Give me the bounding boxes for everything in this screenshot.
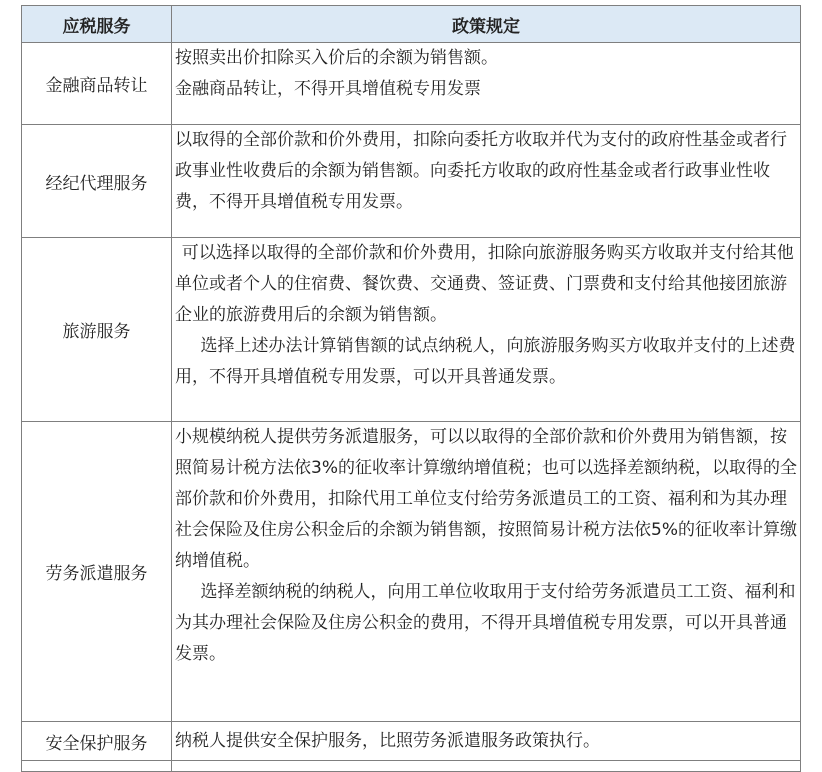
table-row <box>22 43 801 125</box>
row-policy <box>172 125 801 238</box>
table-row <box>22 238 801 422</box>
table-row <box>22 125 801 238</box>
table-row-empty <box>22 761 801 772</box>
table-header-row <box>22 6 801 43</box>
empty-cell <box>22 761 172 772</box>
row-category: 金融商品转让 <box>22 43 172 125</box>
policy-paragraph: 可以选择以取得的全部价款和价外费用，扣除向旅游服务购买方收取并支付给其他单位或者个人的住宿费、餐饮费、交通费、签证费、门票费和支付给其他接团旅游企业的旅游费用后的余额为销售额。 <box>175 243 794 325</box>
policy-paragraph: 选择上述办法计算销售额的试点纳税人，向旅游服务购买方收取并支付的上述费用，不得开具增值税专用发票，可以开具普通发票。 <box>175 336 796 387</box>
row-policy <box>172 422 801 722</box>
row-category: 安全保护服务 <box>22 722 172 761</box>
policy-paragraph: 选择差额纳税的纳税人，向用工单位收取用于支付给劳务派遣员工工资、福利和为其办理社会保险及住房公积金的费用，不得开具增值税专用发票，可以开具普通发票。 <box>175 582 796 664</box>
policy-paragraph: 以取得的全部价款和价外费用，扣除向委托方收取并代为支付的政府性基金或者行政事业性收费后的余额为销售额。向委托方收取的政府性基金或者行政事业性收费，不得开具增值税专用发票。 <box>175 130 787 212</box>
policy-paragraph: 小规模纳税人提供劳务派遣服务，可以以取得的全部价款和价外费用为销售额，按照简易计税方法依3%的征收率计算缴纳增值税；也可以选择差额纳税，以取得的全部价款和价外费用，扣除代用工单位支付给劳务派遣员工的工资、福利和为其办理社会保险及住房公积金后的余额为销售额，按照简易计税方法依5%的征收率计算缴纳增值税。 <box>175 427 797 571</box>
table-row <box>22 422 801 722</box>
row-policy <box>172 43 801 125</box>
header-taxable-service: 应税服务 <box>22 6 172 43</box>
row-category: 经纪代理服务 <box>22 125 172 238</box>
policy-table <box>21 5 801 772</box>
row-category: 旅游服务 <box>22 238 172 422</box>
empty-cell <box>172 761 801 772</box>
policy-paragraph: 按照卖出价扣除买入价后的余额为销售额。 <box>175 48 498 68</box>
row-category: 劳务派遣服务 <box>22 422 172 722</box>
policy-paragraph: 金融商品转让，不得开具增值税专用发票 <box>175 79 481 99</box>
row-policy <box>172 722 801 761</box>
policy-paragraph: 纳税人提供安全保护服务，比照劳务派遣服务政策执行。 <box>175 730 600 751</box>
row-policy <box>172 238 801 422</box>
header-policy: 政策规定 <box>172 6 801 43</box>
table-row <box>22 722 801 761</box>
